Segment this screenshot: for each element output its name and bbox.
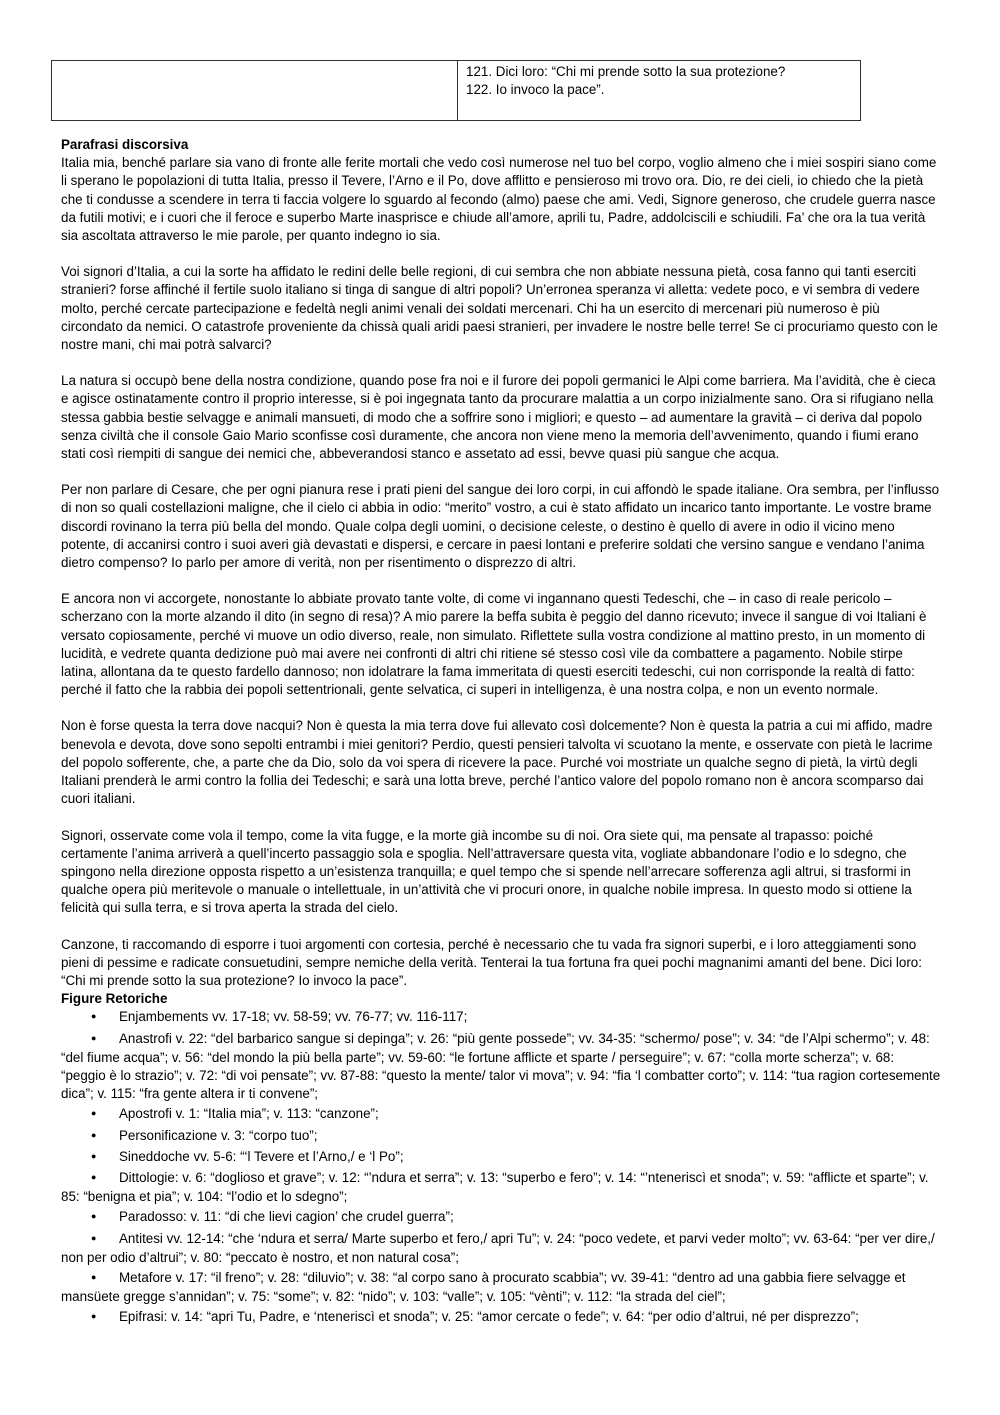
paragraph: La natura si occupò bene della nostra condizione, quando pose fra noi e il furore dei popoli germanici le Alpi come barriera. Ma l’avidità, che è cieca e agisce ostinatamente contro il proprio interesse, si è poi ingegnata tanto da procurare malattia a un corpo inizialmente sano. Ora si rifugiano nella stessa gabbia bestie selvagge e animali mansueti, di modo che a soffrire sono i migliori; e questo – ad aumentare la gravità – ci deriva dal popolo senza civiltà che il console Gaio Mario sconfisse così duramente, che ancora non viene meno la memoria dell’avvenimento, quando i fiumi erano stati così riempiti di sangue dei nemici che, abbeverandosi stanco e assetato ad essi, bevve quasi più sangue che acqua. (61, 373, 936, 462)
list-item: ●Anastrofi v. 22: “del barbarico sangue si depinga”; v. 26: “più gente possede”; vv. 34-35: “schermo/ pose”; v. 34: “de l’Alpi schermo”; v. 48: “del fiume acqua”; v. 56: “del mondo la più bella parte”; vv. 59-60: “le fortune afflicte et sparte / perseguire”; v. 67: “colla morte scherza”; v. 68: “peggio è lo strazio”; v. 72: “di voi pensate”; vv. 87-88: “questo la mente/ talor vi mova”; v. 94: “fia ‘l combatter corto”; v. 114: “tua ragion cortesemente dica”; v. 115: “fra gente altera ir ti convene”; (61, 1030, 941, 1104)
bullet-icon (61, 1308, 119, 1327)
paragraph: Signori, osservate come vola il tempo, come la vita fugge, e la morte già incombe su di noi. Ora siete qui, ma pensate al trapasso: poiché certamente l’anima arriverà a quell’incerto passaggio sola e spoglia. Nell’attraversare questa vita, vogliate abbandonare l’odio e lo sdegno, che spingono nella direzione opposta rispetto a un’esistenza tranquilla; e quel tempo che si spende nell’arrecare sofferenza agli altrui, si trasformi in qualche opera più meritevole o manuale o intellettuale, in un’attività che vi procuri onore, in qualche nobile impresa. In questo modo si ottiene la felicità qui sulla terra, e si trova aperta la strada del cielo. (61, 827, 912, 916)
bullet-icon (61, 1230, 119, 1249)
verse-line: 122. Io invoco la pace”. (466, 82, 605, 98)
list-item: ●Personificazione v. 3: “corpo tuo”; (61, 1127, 941, 1146)
paragraph: Voi signori d’Italia, a cui la sorte ha affidato le redini delle belle regioni, di cui sembra che non abbiate nessuna pietà, cosa fanno qui tanti eserciti stranieri? forse affinché il fertile suolo italiano si tinga di sangue di altri popoli? Un’erronea speranza vi alletta: vedete poco, e vi sembra di vedere molto, perché cercate partecipazione e fedeltà negli animi venali dei soldati mercenari. Chi ha un esercito di mercenari più numeroso è più circondato da nemici. O catastrofe proveniente da chissà quali aridi paesi stranieri, per invadere le nostre belle terre! Se ci procuriamo questo con le nostre mani, chi mai potrà salvarci? (61, 264, 938, 353)
bullet-icon (61, 1105, 119, 1124)
bullet-icon (61, 1008, 119, 1027)
list-item: ●Sineddoche vv. 5-6: “‘l Tevere et l’Arno,/ e ‘l Po”; (61, 1148, 941, 1167)
bullet-icon (61, 1127, 119, 1146)
paragraph: Non è forse questa la terra dove nacqui? Non è questa la mia terra dove fui allevato così dolcemente? Non è questa la patria a cui mi affido, madre benevola e devota, dove sono sepolti entrambi i miei genitori? Perdio, questi pensieri talvolta vi scuotano la mente, e osservate con pietà le lacrime del popolo sofferente, che, a parte che da Dio, solo da voi spera di ricevere la pace. Purché voi mostriate un qualche segno di pietà, la virtù degli Italiani prenderà le armi contro la follia dei Tedeschi; e sarà una lotta breve, perché l’antico valore del popolo romano non è ancora scomparso dai cuori italiani. (61, 718, 933, 807)
list-item: ●Metafore v. 17: “il freno”; v. 28: “diluvio”; v. 38: “al corpo sano à procurato scabbia”; vv. 39-41: “dentro ad una gabbia fiere selvagge et mansüete gregge s’annidan”; v. 75: “some”; v. 82: “nido”; v. 103: “valle”; v. 105: “vènti”; v. 112: “la strada del ciel”; (61, 1269, 941, 1306)
table-cell-empty (52, 61, 458, 121)
bullet-icon (61, 1148, 119, 1167)
paragraph: Per non parlare di Cesare, che per ogni pianura rese i prati pieni del sangue dei loro corpi, in cui affondò le spade italiane. Ora sembra, per l’influsso di non so quali costellazioni maligne, che il cielo ci abbia in odio: “merito” vostro, a cui è stato affidato un incarico tanto importante. Le vostre brame discordi rovinano la terra più bella del mondo. Quale colpa degli uomini, o decisione celeste, o destino è quello di avere in odio il vicino meno potente, di accanirsi contro i suoi averi già devastati e dispersi, e cercare in paesi lontani e preferire soldati che versino sangue e vendano l’anima dietro compenso? Io parlo per amore di verità, non per risentimento o disprezzo di altri. (61, 482, 940, 571)
list-item: ●Paradosso: v. 11: “di che lievi cagion’ che crudel guerra”; (61, 1208, 941, 1227)
paragraph: Canzone, ti raccomando di esporre i tuoi argomenti con cortesia, perché è necessario che tu vada fra signori superbi, e i loro atteggiamenti sono pieni di pessime e radicate consuetudini, sempre nemiche della verità. Tenterai la tua fortuna fra quei pochi magnanimi amanti del bene. Dici loro: “Chi mi prende sotto la sua protezione? Io invoco la pace”. (61, 936, 922, 988)
verse-line: 121. Dici loro: “Chi mi prende sotto la sua protezione? (466, 64, 786, 79)
list-item: ●Epifrasi: v. 14: “apri Tu, Padre, e ‘nteneriscì et snoda”; v. 25: “amor cercate o fede”; v. 64: “per odio d’altrui, né per disprezzo”; (61, 1308, 941, 1327)
verse-table (51, 60, 861, 121)
paragraph: E ancora non vi accorgete, nonostante lo abbiate provato tante volte, di come vi ingannano questi Tedeschi, che – in caso di reale pericolo – scherzano con la morte alzando il dito (in segno di resa)? A mio parere la beffa subita è peggio del danno ricevuto; invece il sangue di voi Italiani è versato copiosamente, perché vi muove un odio diverso, reale, non simulato. Riflettete sulla vostra condizione al mattino presto, in un momento di lucidità, e vedrete quanta dedizione può mai avere nei confronti di altri chi ritiene sé stesso così vile da combattere a pagamento. Nobile stirpe latina, allontana da te questo fardello dannoso; non idolatrare la fama immeritata di questi eserciti tedeschi, cui non corrisponde la realtà di fatto: perché il fatto che la rabbia dei popoli settentrionali, gente selvatica, ci superi in intelligenza, è una nostra colpa, e non un evento normale. (61, 591, 927, 698)
body-text (61, 136, 941, 1330)
figure-retoriche-heading: Figure Retoriche (61, 991, 168, 1007)
list-item: ●Enjambements vv. 17-18; vv. 58-59; vv. 76-77; vv. 116-117; (61, 1008, 941, 1027)
bullet-icon (61, 1030, 119, 1049)
paragraph: Italia mia, benché parlare sia vano di fronte alle ferite mortali che vedo così numerose nel tuo bel corpo, voglio almeno che i miei sospiri siano come li sperano le popolazioni di tutta Italia, presso il Tevere, l’Arno e il Po, dove afflitto e pensieroso mi trovo ora. Dio, re dei cieli, io chiedo che la pietà che ti condusse a scendere in terra ti faccia volgere lo sguardo al fecondo (almo) paese che ami. Vedi, Signore generoso, che crudele guerra nasce da futili motivi; e i cuori che il feroce e superbo Marte inasprisce e chiude all’amore, aprili tu, Padre, addolciscili e schiudili. Fa’ che ora la tua verità sia ascoltata attraverso le mie parole, per quanto indegno io sia. (61, 155, 937, 244)
list-item: ●Dittologie: v. 6: “doglioso et grave”; v. 12: “’ndura et serra”; v. 13: “superbo e fero”; v. 14: “’nteneriscì et snoda”; v. 59: “afflicte et sparte”; v. 85: “benigna et pia”; v. 104: “l’odio et lo sdegno”; (61, 1169, 941, 1206)
list-item: ●Antitesi vv. 12-14: “che ‘ndura et serra/ Marte superbo et fero,/ apri Tu”; v. 24: “poco vedete, et parvi veder molto”; vv. 63-64: “per ver dire,/ non per odio d’altrui”; v. 80: “peccato è nostro, et non natural cosa”; (61, 1230, 941, 1267)
table-cell-verses (458, 61, 861, 121)
figure-list (61, 1008, 941, 1327)
bullet-icon (61, 1269, 119, 1288)
list-item: ●Apostrofi v. 1: “Italia mia”; v. 113: “canzone”; (61, 1105, 941, 1124)
bullet-icon (61, 1169, 119, 1188)
table-row (52, 61, 861, 121)
bullet-icon (61, 1208, 119, 1227)
parafrasi-heading: Parafrasi discorsiva (61, 137, 189, 152)
